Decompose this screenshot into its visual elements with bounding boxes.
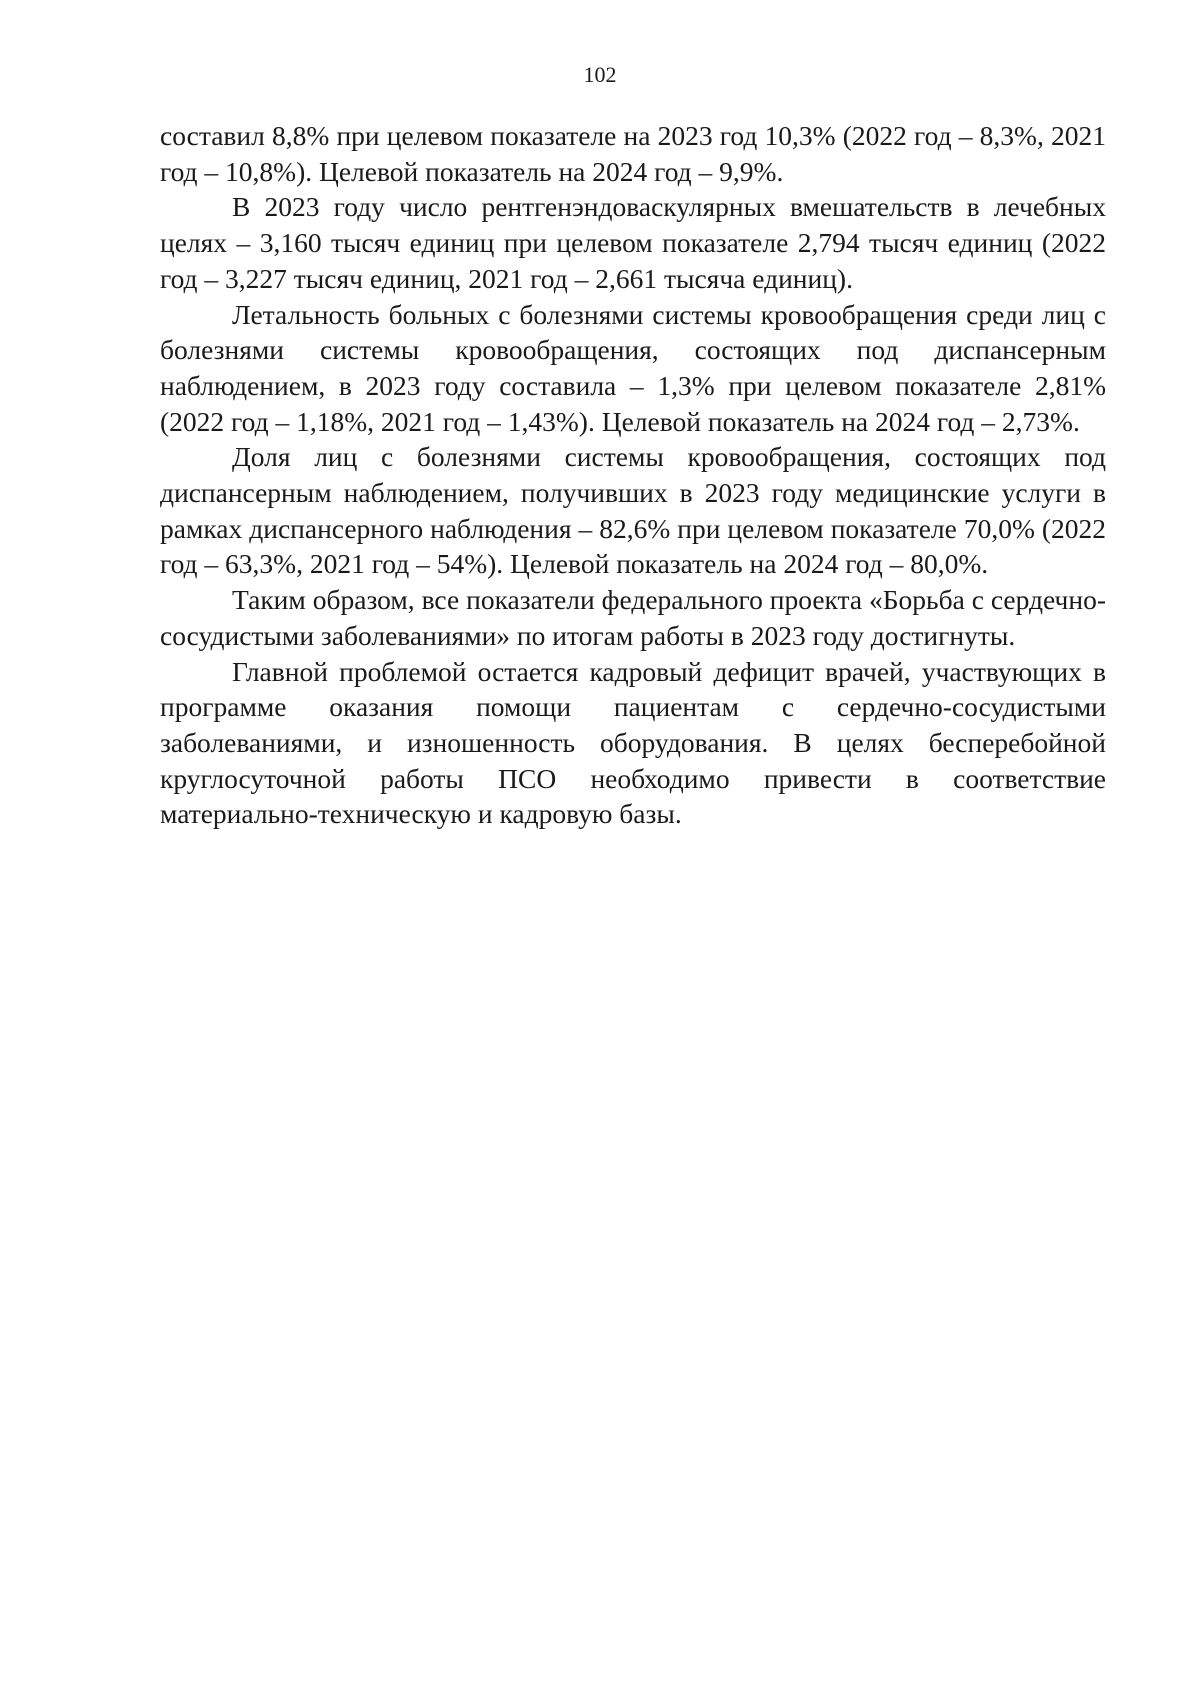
- page-number: 102: [583, 62, 617, 87]
- paragraph-xray-interventions: В 2023 году число рентгенэндоваскулярных вмешательств в лечебных целях – 3,160 тысяч единиц при целевом показателе 2,794 тысяч единиц (2022 год – 3,227 тысяч единиц, 2021 год – 2,661 тысяча единиц).: [160, 191, 1106, 294]
- paragraph-mortality: Летальность больных с болезнями системы кровообращения среди лиц с болезнями системы кровообращения, состоящих под диспансерным наблюдением, в 2023 году составила – 1,3% при целевом показателе 2,81% (2022 год – 1,18%, 2021 год – 1,43%). Целевой показатель на 2024 год – 2,73%.: [160, 298, 1106, 437]
- paragraph-summary: Таким образом, все показатели федерального проекта «Борьба с сердечно-сосудистыми заболеваниями» по итогам работы в 2023 году достигнуты.: [160, 584, 1106, 651]
- paragraph-dispensary-share: Доля лиц с болезнями системы кровообращения, состоящих под диспансерным наблюдением, получивших в 2023 году медицинские услуги в рамках диспансерного наблюдения – 82,6% при целевом показателе 70,0% (2022 год – 63,3%, 2021 год – 54%). Целевой показатель на 2024 год – 80,0%.: [160, 441, 1106, 580]
- paragraph-main-problem: Главной проблемой остается кадровый дефицит врачей, участвующих в программе оказания помощи пациентам с сердечно-сосудистыми заболеваниями, и изношенность оборудования. В целях бесперебойной круглосуточной работы ПСО необходимо привести в соответствие материально-техническую и кадровую базы.: [160, 655, 1106, 830]
- document-body: [160, 118, 1106, 832]
- paragraph-continuation: составил 8,8% при целевом показателе на 2023 год 10,3% (2022 год – 8,3%, 2021 год – 10,8%). Целевой показатель на 2024 год – 9,9%.: [160, 120, 1106, 187]
